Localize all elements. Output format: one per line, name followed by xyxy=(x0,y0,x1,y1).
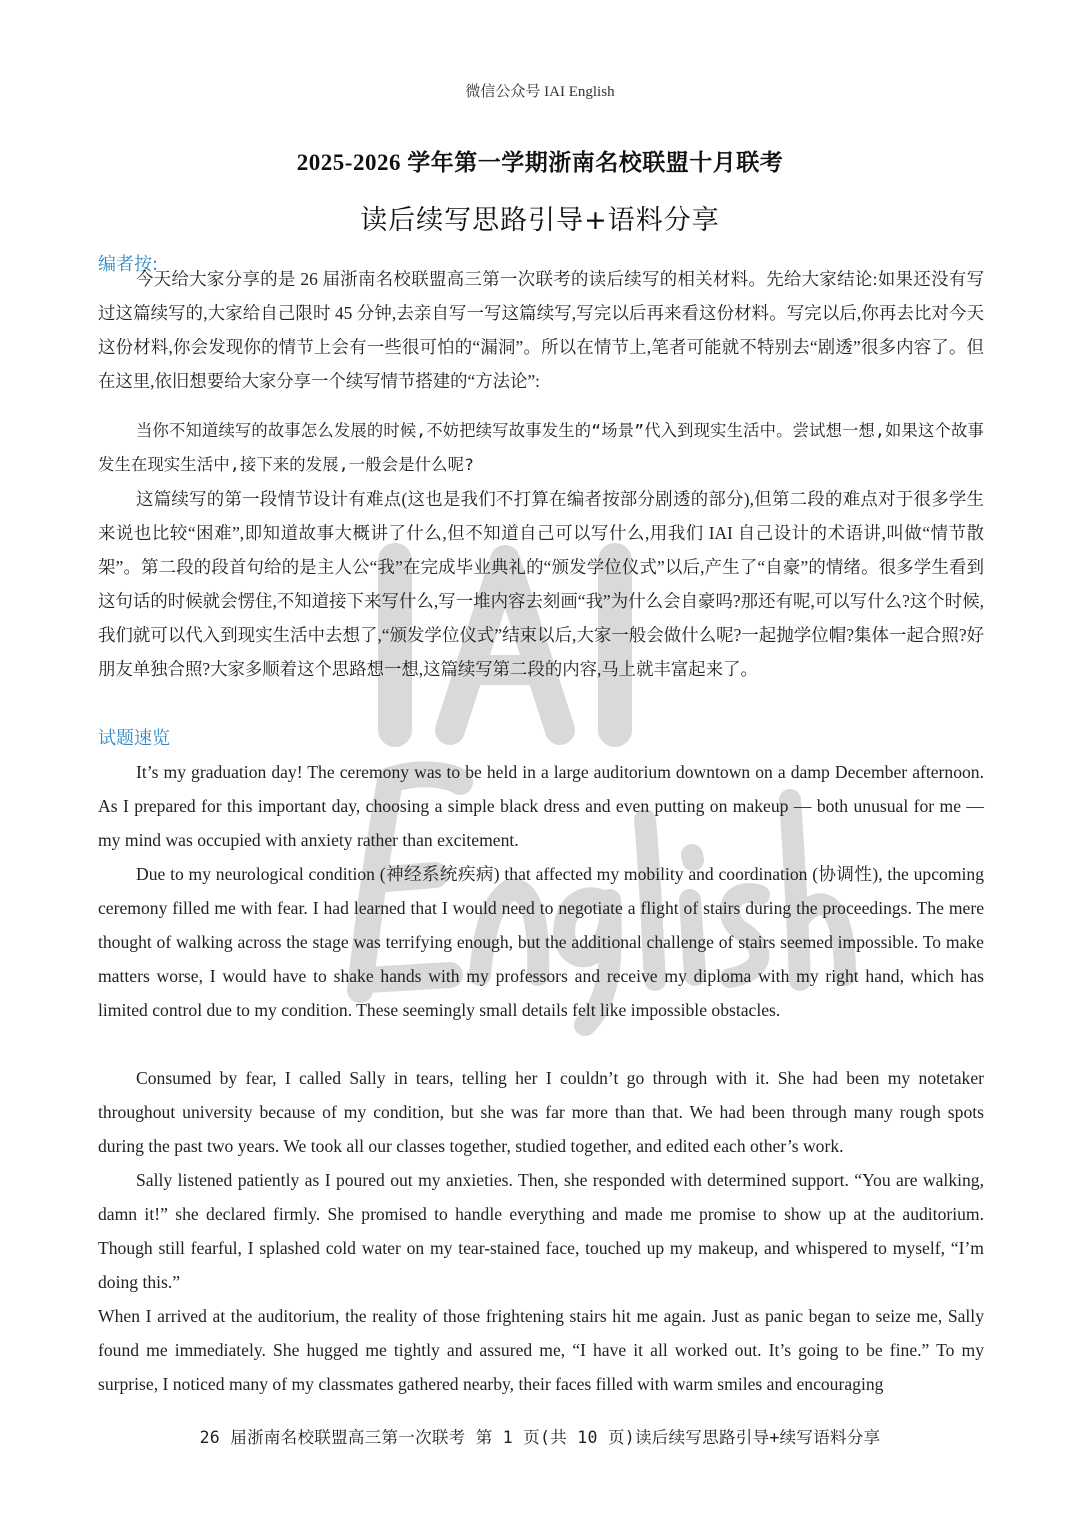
page-footer: 26 届浙南名校联盟高三第一次联考 第 1 页(共 10 页)读后续写思路引导+续写语料分享 xyxy=(199,1428,881,1447)
page-title: 2025-2026 学年第一学期浙南名校联盟十月联考 xyxy=(296,150,784,175)
passage-paragraph: When I arrived at the auditorium, the reality of those frightening stairs hit me again. Just as panic began to seize me, Sally found me immediately. She hugged me tightly and assured me, “I have it all worked out. It’s going to be fine.” To my surprise, I noticed many of my classmates gathered nearby, their faces filled with warm smiles and encouraging xyxy=(98,1306,984,1394)
passage-label: 试题速览 xyxy=(98,728,170,749)
editor-note-label: 编者按: xyxy=(98,254,159,275)
passage-paragraph: Consumed by fear, I called Sally in tears, telling her I couldn’t go through with it. She had been my notetaker throughout university because of my condition, but she was far more than that. We had been through many rough spots during the past two years. We took all our classes together, studied together, and edited each other’s work. xyxy=(98,1068,984,1156)
passage-paragraph: Sally listened patiently as I poured out my anxieties. Then, she responded with determined support. “You are walking, damn it!” she declared firmly. She promised to handle everything and made me promise to show up at the auditorium. Though still fearful, I splashed cold water on my tear-stained face, touched up my makeup, and whispered to myself, “I’m doing this.” xyxy=(98,1170,984,1292)
passage-paragraph: Due to my neurological condition (神经系统疾病) that affected my mobility and coordination (协调性), the upcoming ceremony filled me with fear. I had learned that I would need to negotiate a flight of stairs during the proceedings. The mere thought of walking across the stage was terrifying enough, but the additional challenge of stairs seemed impossible. To make matters worse, I would have to shake hands with my professors and receive my diploma with my right hand, which has limited control due to my condition. These seemingly small details felt like impossible obstacles. xyxy=(98,864,984,1020)
editor-note-paragraph: 今天给大家分享的是 26 届浙南名校联盟高三第一次联考的读后续写的相关材料。先给大家结论:如果还没有写过这篇续写的,大家给自己限时 45 分钟,去亲自写一写这篇续写,写完以后再来看这份材料。写完以后,你再去比对今天这份材料,你会发现你的情节上会有一些很可怕的“漏洞”。所以在情节上,笔者可能就不特别去“剧透”很多内容了。但在这里,依旧想要给大家分享一个续写情节搭建的“方法论”: xyxy=(98,269,984,391)
passage-paragraph: It’s my graduation day! The ceremony was to be held in a large auditorium downtown on a damp December afternoon. As I prepared for this important day, choosing a simple black dress and even putting on makeup — both unusual for me — my mind was occupied with anxiety rather than excitement. xyxy=(98,762,984,850)
header-note: 微信公众号 IAI English xyxy=(465,84,615,100)
editor-note-method-quote: 当你不知道续写的故事怎么发展的时候,不妨把续写故事发生的“场景”代入到现实生活中。尝试想一想,如果这个故事发生在现实生活中,接下来的发展,一般会是什么呢? xyxy=(98,421,984,474)
editor-note-paragraph: 这篇续写的第一段情节设计有难点(这也是我们不打算在编者按部分剧透的部分),但第二段的难点对于很多学生来说也比较“困难”,即知道故事大概讲了什么,但不知道自己可以写什么,用我们 IAI 自己设计的术语讲,叫做“情节散架”。第二段的段首句给的是主人公“我”在完成毕业典礼的“颁发学位仪式”以后,产生了“自豪”的情绪。很多学生看到这句话的时候就会愣住,不知道接下来写什么,写一堆内容去刻画“我”为什么会自豪吗?那还有呢,可以写什么?这个时候,我们就可以代入到现实生活中去想了,“颁发学位仪式”结束以后,大家一般会做什么呢?一起抛学位帽?集体一起合照?好朋友单独合照?大家多顺着这个思路想一想,这篇续写第二段的内容,马上就丰富起来了。 xyxy=(98,489,984,679)
page-subtitle: 读后续写思路引导+语料分享 xyxy=(360,205,720,236)
